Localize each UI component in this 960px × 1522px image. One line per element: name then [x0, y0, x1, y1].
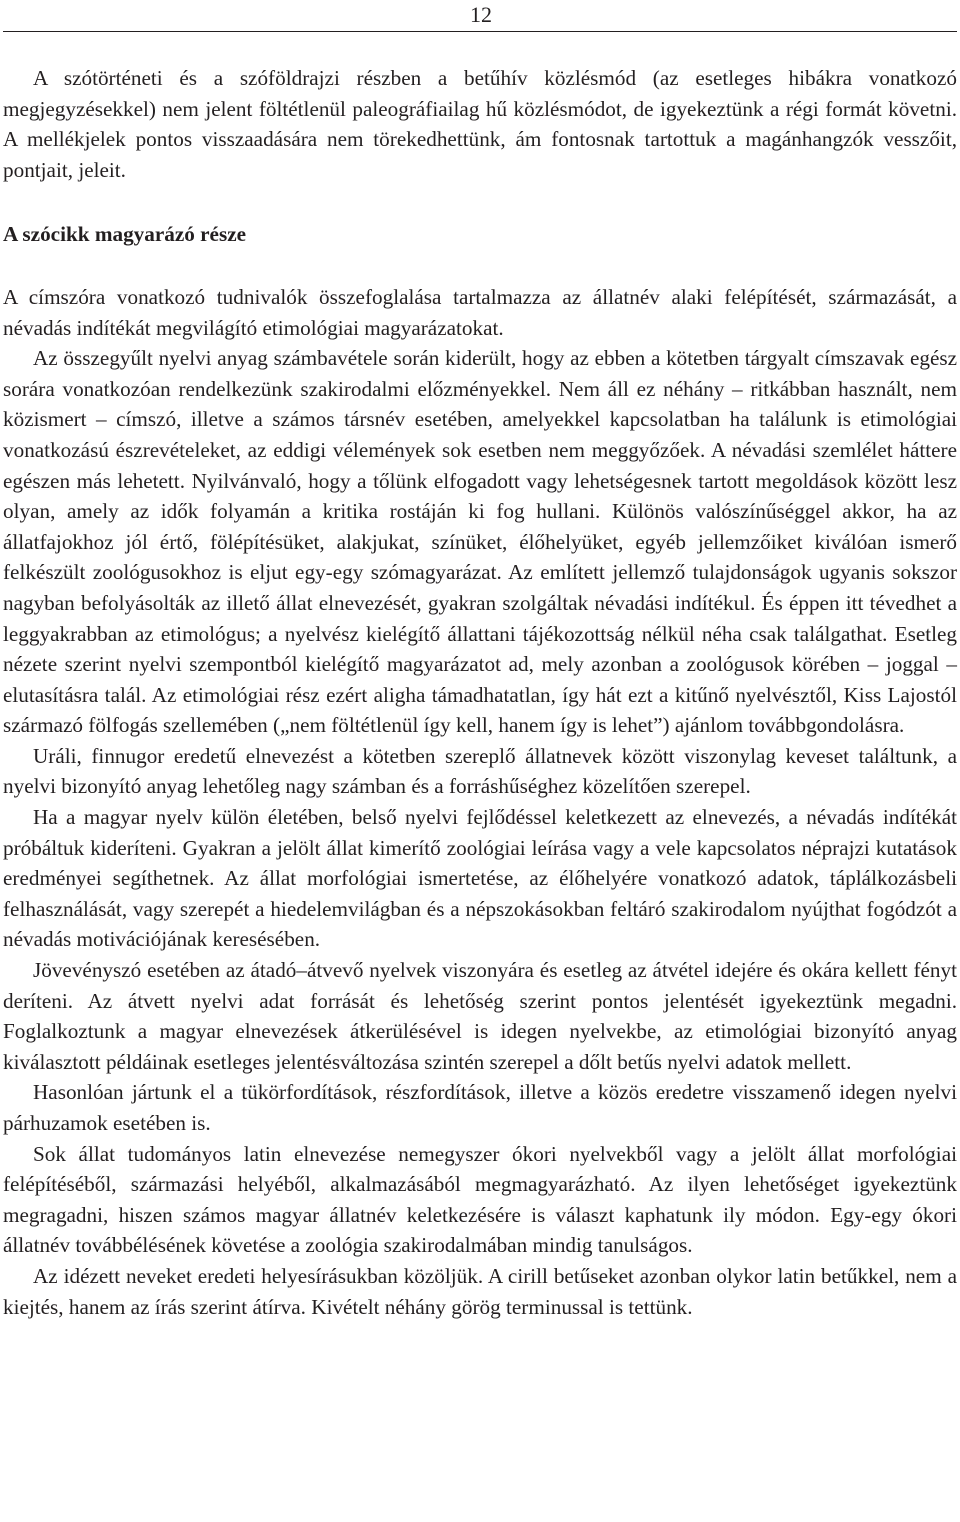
body-paragraph: Sok állat tudományos latin elnevezése nemegyszer ókori nyelvekből vagy a jelölt állat morfológiai felépítéséből, származási helyéből, alkalmazásából megmagyarázható. Az ilyen lehetőséget igyekeztünk megragadni, hiszen számos magyar állatnév keletkezésére is választ kaphatunk ily módon. Egy-egy ókori állatnév továbbélésének követése a zoológia szakirodalmában mindig tanulságos. [3, 1141, 957, 1258]
intro-paragraph: A szótörténeti és a szóföldrajzi részben a betűhív közlésmód (az esetleges hibákra vonatkozó megjegyzésekkel) nem jelent föltétlenül paleográfiailag hű közlésmódot, de igyekeztünk a régi formát követni. A mellékjelek pontos visszaadására nem törekedhettünk, ám fontosnak tartottuk a magánhangzók vesszőit, pontjait, jeleit. [3, 66, 957, 182]
page-body [3, 63, 957, 1322]
section-heading: A szócikk magyarázó része [3, 222, 247, 247]
body-paragraph: A címszóra vonatkozó tudnivalók összefoglalása tartalmazza az állatnév alaki felépítését, származását, a névadás indítékát megvilágító etimológiai magyarázatokat. [3, 284, 957, 340]
body-paragraph: Az idézett neveket eredeti helyesírásukban közöljük. A cirill betűseket azonban olykor latin betűkkel, nem a kiejtés, hanem az írás szerint átírva. Kivételt néhány görög terminussal is tettünk. [3, 1263, 957, 1319]
body-paragraph: Uráli, finnugor eredetű elnevezést a kötetben szereplő állatnevek között viszonylag keveset találtunk, a nyelvi bizonyító anyag lehetőleg nagy számban és a forráshűséghez közelítően szerepel. [3, 743, 957, 799]
body-paragraph: Hasonlóan jártunk el a tükörfordítások, részfordítások, illetve a közös eredetre visszamenő idegen nyelvi párhuzamok esetében is. [3, 1080, 957, 1135]
body-paragraph: Az összegyűlt nyelvi anyag számbavétele során kiderült, hogy az ebben a kötetben tárgyalt címszavak egész sorára vonatkozóan rendelkezünk szakirodalmi előzményekkel. Nem áll ez néhány – ritkábban használt, nem közismert – címszó, illetve a számos társnév esetében, amelyekkel kapcsolatban ha találunk is etimológiai vonatkozású észrevételeket, az eddigi vélemények sok esetben nem meggyőzőek. A névadási szemlélet háttere egészen más lehetett. Nyilvánvaló, hogy a tőlünk elfogadott vagy lehetségesnek tartott megoldások között lesz olyan, amely az idők folyamán a kritika rostáján ki fog hullani. Különös valószínűséggel akkor, ha az állatfajokhoz jól értő, fölépítésüket, alakjukat, színüket, élőhelyüket, egyéb jellemzőiket kiválóan ismerő felkészült zoológusokhoz is eljut egy-egy szómagyarázat. Az említett jellemző tulajdonságok ugyanis sokszor nagyban befolyásolták az illető állat elnevezését, gyakran szolgáltak névadási indítékul. És éppen itt tévedhet a leggyakrabban az etimológus; a nyelvész kielégítő állattani tájékozottság nélkül néha csak találgathat. Esetleg nézete szerint nyelvi szempontból kielégítő magyarázatot ad, mely azonban a zoológusok körében – joggal – elutasításra talál. Az etimológiai rész ezért aligha támadhatatlan, így hát ezt a kitűnő nyelvésztől, Kiss Lajostól származó fölfogás szellemében („nem föltétlenül így kell, hanem így is lehet”) ajánlom továbbgondolásra. [3, 346, 957, 738]
header-rule [3, 31, 957, 32]
page-number: 12 [470, 2, 492, 27]
body-paragraph: Ha a magyar nyelv külön életében, belső nyelvi fejlődéssel keletkezett az elnevezés, a névadás indítékát próbáltuk kideríteni. Gyakran a jelölt állat kimerítő zoológiai leírása vagy a vele kapcsolatos néprajzi kutatások eredményei segíthetnek. Az állat morfológiai ismertetése, az élőhelyére vonatkozó adatok, táplálkozásbeli felhasználását, vagy szerepét a hiedelemvilágban és a népszokásokban feltáró szakirodalom nyújthat fogódzót a névadás motivációjának keresésében. [3, 805, 957, 952]
body-paragraph: Jövevényszó esetében az átadó–átvevő nyelvek viszonyára és esetleg az átvétel idejére és okára kellett fényt deríteni. Az átvett nyelvi adat forrását és lehetőség szerint pontos jelentését igyekeztünk megadni. Foglalkoztunk a magyar elnevezések átkerülésével is idegen nyelvekbe, az etimológiai bizonyító anyag kiválasztott példáinak esetleges jelentésváltozása szintén szerepel a dőlt betűs nyelvi adatok mellett. [3, 958, 957, 1074]
